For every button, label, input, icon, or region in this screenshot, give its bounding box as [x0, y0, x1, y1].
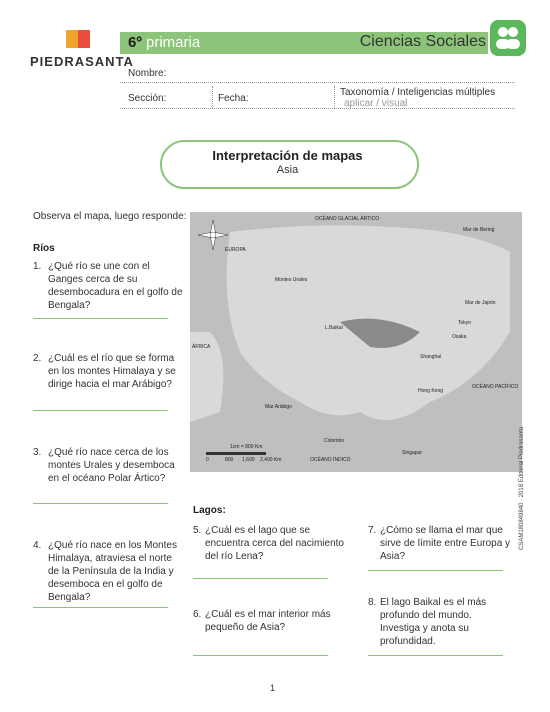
- answer-line[interactable]: [368, 655, 503, 656]
- answer-line[interactable]: [33, 410, 168, 411]
- q-text: ¿Qué río nace en los Montes Himalaya, atraviesa el norte de la Península de la India y desemboca en el golfo de Bengala?: [48, 540, 177, 603]
- map-label: Tokyo: [458, 320, 472, 326]
- map-scale-tick: 1,600: [242, 457, 255, 463]
- map-label: L.Baikal: [325, 325, 343, 331]
- q-text: ¿Cómo se llama el mar que sirve de límite entre Europa y Asia?: [380, 525, 511, 562]
- map-label: Montes Urales: [275, 277, 308, 283]
- answer-line[interactable]: [33, 318, 168, 319]
- map-label: Mar de Japón: [465, 300, 496, 306]
- q-number: 7.: [368, 525, 377, 536]
- divider: [212, 86, 213, 108]
- intro-text: Observa el mapa, luego responde:: [33, 211, 187, 222]
- map-label: Mar de Bering: [463, 227, 495, 233]
- logo-text: PIEDRASANTA: [30, 54, 134, 69]
- map-scale-tick: 2,400 Km: [260, 457, 282, 463]
- map-label: Hong Kong: [418, 388, 444, 394]
- q-text: El lago Baikal es el más profundo del mundo. Investiga y anota su profundidad.: [380, 597, 487, 647]
- lakes-heading: Lagos:: [193, 505, 226, 516]
- section-label: Sección:: [128, 93, 167, 104]
- q-number: 4.: [33, 540, 42, 551]
- q-number: 8.: [368, 597, 377, 608]
- map-label: OCÉANO PACÍFICO: [472, 384, 519, 390]
- map-label: Mar Arábigo: [265, 404, 292, 410]
- map-label: Osaka: [452, 334, 467, 340]
- answer-line[interactable]: [193, 655, 328, 656]
- q-text: ¿Cuál es el río que se forma en los montes Himalaya y se dirige hacia el mar Arábigo?: [48, 353, 176, 390]
- rivers-heading: Ríos: [33, 243, 55, 254]
- grade-suffix: primaria: [146, 34, 201, 51]
- q-number: 2.: [33, 353, 42, 364]
- q-number: 5.: [193, 525, 202, 536]
- map-label: ÁFRICA: [192, 344, 211, 350]
- answer-line[interactable]: [33, 607, 168, 608]
- name-line: [120, 82, 515, 83]
- q-text: ¿Cuál es el mar interior más pequeño de Asia?: [205, 609, 331, 633]
- q-number: 6.: [193, 609, 202, 620]
- answer-line[interactable]: [193, 578, 328, 579]
- date-label: Fecha:: [218, 93, 249, 104]
- map-label: Colombo: [324, 438, 345, 444]
- map-label: EUROPA: [225, 247, 246, 253]
- q-number: 3.: [33, 447, 42, 458]
- side-code: CSAM180849840 · 2018 Editorial Piedrasanta: [519, 426, 525, 550]
- taxonomy-label: Taxonomía / Inteligencias múltiples: [340, 87, 496, 98]
- taxonomy-sub: aplicar / visual: [344, 98, 408, 109]
- q-text: ¿Qué río nace cerca de los montes Urales y desemboca en el océano Polar Ártico?: [48, 447, 175, 484]
- map-label: OCÉANO GLACIAL ÁRTICO: [315, 216, 380, 222]
- map-label: Shanghai: [420, 354, 442, 360]
- section-line: [120, 108, 515, 109]
- map-label: OCÉANO ÍNDICO: [310, 457, 351, 463]
- q-number: 1.: [33, 261, 42, 272]
- grade-label: [128, 34, 200, 51]
- name-label: Nombre:: [128, 68, 167, 79]
- map-scale-text: 1cm = 800 Km: [230, 444, 263, 450]
- compass-icon: [198, 220, 228, 250]
- divider: [334, 86, 335, 108]
- subject-title: Ciencias Sociales: [359, 33, 486, 50]
- answer-line[interactable]: [33, 503, 168, 504]
- map-scale-tick: 800: [225, 457, 234, 463]
- map-scale-tick: 0: [206, 457, 209, 463]
- page-number: 1: [270, 683, 276, 693]
- q-text: ¿Cuál es el lago que se encuentra cerca del nacimiento del río Lena?: [205, 525, 344, 562]
- asia-map: [190, 212, 522, 472]
- q-text: ¿Qué río se une con el Ganges cerca de su desembocadura en el golfo de Bengala?: [48, 261, 183, 311]
- grade-number: 6º: [128, 34, 142, 51]
- people-icon: [490, 20, 526, 56]
- map-scale-bar: [206, 452, 266, 455]
- page-title: Interpretación de mapas: [212, 148, 363, 163]
- answer-line[interactable]: [368, 570, 503, 571]
- page-subtitle: Asia: [276, 164, 299, 176]
- map-label: Singapur: [402, 450, 423, 456]
